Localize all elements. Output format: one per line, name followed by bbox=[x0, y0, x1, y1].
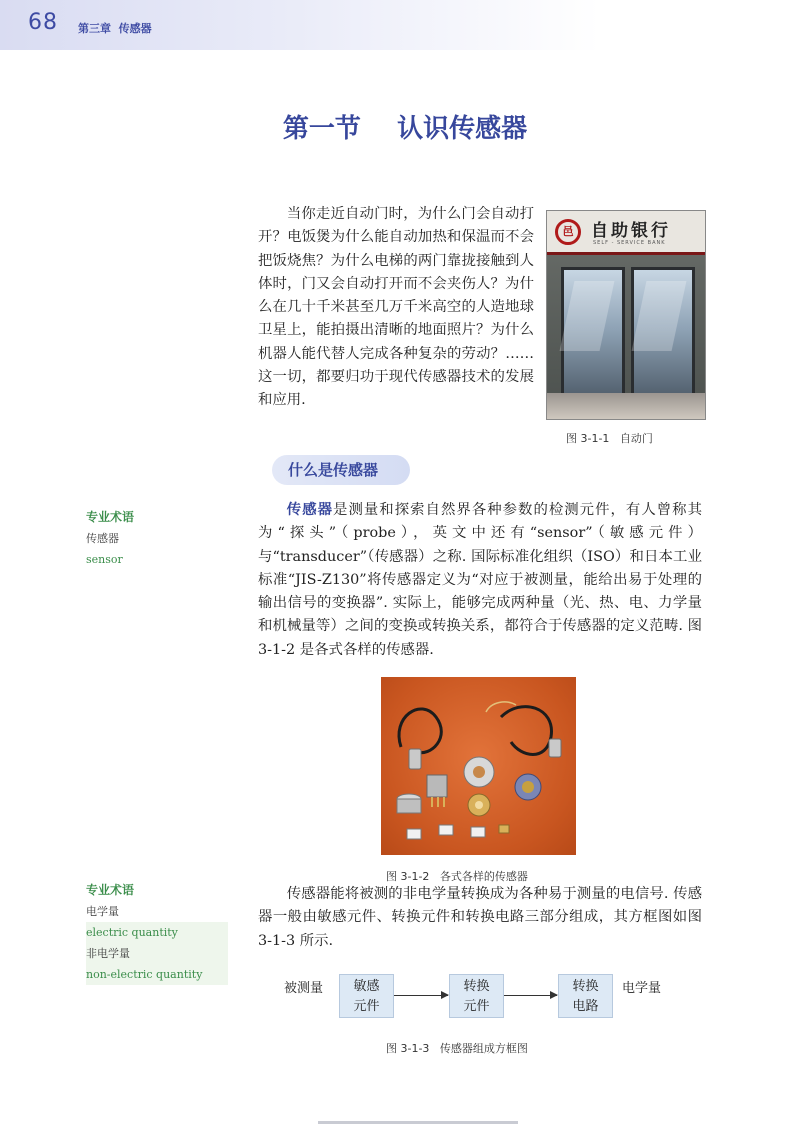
sensors-photo bbox=[381, 677, 576, 855]
glossary-english: electric quantity bbox=[86, 922, 228, 943]
chapter-title: 第三章 传感器 bbox=[78, 22, 152, 35]
diagram-block-conversion-circuit bbox=[558, 974, 613, 1018]
floor bbox=[547, 393, 706, 419]
diagram-output-label: 电学量 bbox=[622, 981, 662, 996]
definition-paragraph bbox=[258, 498, 702, 662]
diagram-block-conversion-element bbox=[449, 974, 504, 1018]
sensor-cable bbox=[399, 709, 441, 753]
glossary-term: 非电学量 bbox=[86, 943, 228, 964]
glossary-box-sensor bbox=[86, 507, 134, 570]
intro-paragraph: 当你走近自动门时，为什么门会自动打开？电饭煲为什么能自动加热和保温而不会把饭烧焦？为什么电梯的两门靠拢接触到人体时，门又会自动打开而不会夹伤人？为什么在几十千米甚至几万千米高空的人造地球卫星上，能拍摄出清晰的地面照片？为什么机器人能代替人完成各种复杂的劳动？……这一切，都要归功于现代传感器技术的发展和应用. bbox=[258, 206, 534, 409]
figure-caption-3-1-3: 图 3-1-3 传感器组成方框图 bbox=[386, 1042, 528, 1055]
block-label: 敏感 bbox=[353, 979, 380, 994]
section-title: 第一节 认识传感器 bbox=[282, 114, 528, 144]
subheading-what-is-sensor: 什么是传感器 bbox=[272, 455, 410, 485]
block-label: 电路 bbox=[572, 999, 599, 1014]
diagram-arrow bbox=[504, 995, 557, 996]
glossary-title: 专业术语 bbox=[86, 510, 135, 524]
figure-caption-3-1-2: 图 3-1-2 各式各样的传感器 bbox=[386, 870, 528, 883]
glossary-term: 传感器 bbox=[86, 532, 119, 545]
sensors-illustration bbox=[381, 677, 576, 855]
glossary-term: 电学量 bbox=[86, 905, 119, 918]
definition-text: 是测量和探索自然界各种参数的检测元件，有人曾称其为“探头”（probe），英文中还有“sensor”（敏感元件）与“transducer”（传感器）之称. 国际标准化组织（ISO）和日本工业标准“JIS-Z130”将传感器定义为“对应于被测量，能给出易于处理的输出信号的变换器”. 实际上，能够完成两种量（光、热、电、力学量和机械量等）之间的变换或转换关系，都符合于传感器的定义范畴. 图 3-1-2 是各式各样的传感器. bbox=[258, 502, 702, 658]
block-label: 元件 bbox=[463, 999, 490, 1014]
chip-sensor bbox=[439, 825, 453, 835]
figure-caption-3-1-1: 图 3-1-1 自动门 bbox=[566, 432, 653, 445]
bank-sign-subtext: SELF - SERVICE BANK bbox=[593, 240, 666, 246]
block-label: 转换 bbox=[572, 979, 599, 994]
bank-logo: 邑 bbox=[555, 219, 581, 245]
probe-sensor bbox=[549, 739, 561, 757]
highlighted-term: 传感器 bbox=[286, 501, 334, 518]
diagram-input-label: 被测量 bbox=[284, 981, 324, 996]
sensor-cable bbox=[501, 707, 551, 755]
chip-sensor bbox=[499, 825, 509, 833]
page-number: 68 bbox=[28, 10, 58, 35]
block-label: 元件 bbox=[353, 999, 380, 1014]
glossary-english: non-electric quantity bbox=[86, 964, 228, 985]
glossary-box-quantity bbox=[86, 880, 228, 985]
block-label: 转换 bbox=[463, 979, 490, 994]
bank-sign bbox=[547, 211, 706, 255]
can-sensor bbox=[397, 799, 421, 813]
glossary-english: sensor bbox=[86, 553, 123, 566]
chip-sensor bbox=[407, 829, 421, 839]
automatic-door-photo bbox=[546, 210, 706, 420]
cube-sensor bbox=[427, 775, 447, 797]
diagram-block-sensing-element bbox=[339, 974, 394, 1018]
footer-rule bbox=[318, 1121, 518, 1124]
glossary-title: 专业术语 bbox=[86, 883, 135, 897]
bank-sign-text: 自助银行 bbox=[591, 221, 671, 241]
diagram-arrow bbox=[394, 995, 448, 996]
chip-sensor bbox=[471, 827, 485, 837]
composition-paragraph: 传感器能将被测的非电学量转换成为各种易于测量的电信号. 传感器一般由敏感元件、转换元件和转换电路三部分组成，其方框图如图 3-1-3 所示. bbox=[258, 886, 702, 949]
probe-sensor bbox=[409, 749, 421, 769]
